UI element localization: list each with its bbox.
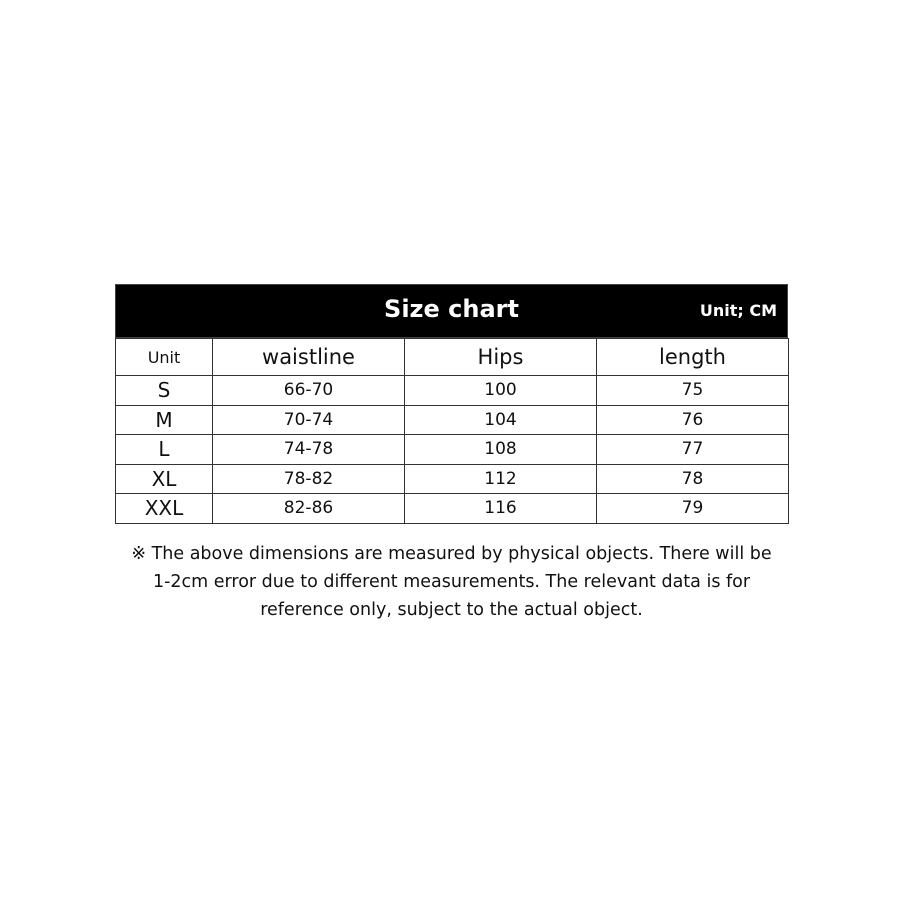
table-row bbox=[116, 435, 789, 465]
waistline-cell: 70-74 bbox=[213, 405, 405, 435]
header-row bbox=[116, 339, 789, 376]
column-header-unit: Unit bbox=[116, 339, 213, 376]
size-chart bbox=[115, 284, 788, 524]
size-cell: M bbox=[116, 405, 213, 435]
hips-cell: 108 bbox=[405, 435, 597, 465]
size-cell: XL bbox=[116, 464, 213, 494]
size-cell: L bbox=[116, 435, 213, 465]
unit-note: Unit; CM bbox=[699, 301, 777, 320]
table-row bbox=[116, 464, 789, 494]
waistline-cell: 78-82 bbox=[213, 464, 405, 494]
hips-cell: 100 bbox=[405, 376, 597, 406]
chart-title: Size chart bbox=[384, 295, 519, 323]
title-bar bbox=[115, 284, 788, 338]
note-line: 1-2cm error due to different measurements. The relevant data is for bbox=[152, 572, 751, 592]
size-cell: S bbox=[116, 376, 213, 406]
hips-cell: 104 bbox=[405, 405, 597, 435]
size-cell: XXL bbox=[116, 494, 213, 524]
column-header-length: length bbox=[597, 339, 789, 376]
table-row bbox=[116, 376, 789, 406]
table-row bbox=[116, 494, 789, 524]
length-cell: 77 bbox=[597, 435, 789, 465]
length-cell: 79 bbox=[597, 494, 789, 524]
table-row bbox=[116, 405, 789, 435]
waistline-cell: 74-78 bbox=[213, 435, 405, 465]
waistline-cell: 82-86 bbox=[213, 494, 405, 524]
measurement-note bbox=[115, 540, 788, 624]
column-header-hips: Hips bbox=[405, 339, 597, 376]
column-header-waistline: waistline bbox=[213, 339, 405, 376]
size-table bbox=[115, 338, 789, 524]
length-cell: 78 bbox=[597, 464, 789, 494]
hips-cell: 112 bbox=[405, 464, 597, 494]
length-cell: 75 bbox=[597, 376, 789, 406]
length-cell: 76 bbox=[597, 405, 789, 435]
note-line: ※ The above dimensions are measured by physical objects. There will be bbox=[131, 544, 772, 564]
waistline-cell: 66-70 bbox=[213, 376, 405, 406]
note-line: reference only, subject to the actual object. bbox=[260, 600, 643, 620]
hips-cell: 116 bbox=[405, 494, 597, 524]
